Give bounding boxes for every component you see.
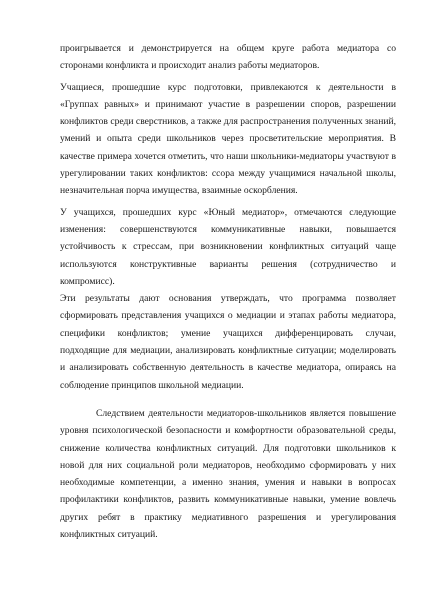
paragraph-4: Эти результаты дают основания утверждать, что программа позволяет сформировать представления учащихся о медиации и этапах работы медиатора, специфики конфликтов; умение учащихся дифференцировать случаи, подходящие для медиации, анализировать конфликтные ситуации; моделировать и анализировать собственную деятельность в качестве медиатора, опираясь на соблюдение принципов школьной медиации. bbox=[60, 293, 396, 391]
document-body bbox=[60, 40, 396, 543]
paragraph-5: Следствием деятельности медиаторов-школьников является повышение уровня психологической безопасности и комфортности образовательной среды, снижение количества конфликтных ситуаций. Для подготовки школьников к новой для них социальной роли медиаторов, необходимо сформировать у них необходимые компетенции, а именно знания, умения и навыки в вопросах профилактики конфликтов, развить коммуникативные навыки, умение вовлечь других ребят в практику медиативного разрешения и урегулирования конфликтных ситуаций. bbox=[60, 407, 396, 541]
paragraph-3: У учащихся, прошедших курс «Юный медиатор», отмечаются следующие изменения: совершенствуются коммуникативные навыки, повышается устойчивость к стрессам, при возникновении конфликтных ситуаций чаще используются конструктивные варианты решения (сотрудничество и компромисс). bbox=[60, 206, 396, 287]
paragraph-2: Учащиеся, прошедшие курс подготовки, привлекаются к деятельности в «Группах равных» и принимают участие в разрешении споров, разрешении конфликтов среди сверстников, а также для распространения полученных знаний, умений и опыта среди школьников через просветительские мероприятия. В качестве примера хочется отметить, что наши школьники-медиаторы участвуют в урегулировании таких конфликтов: ссора между учащимися начальной школы, незначительная порча имущества, взаимные оскорбления. bbox=[60, 81, 396, 197]
paragraph-1: проигрывается и демонстрируется на общем круге работа медиатора со сторонами конфликта и происходит анализ работы медиаторов. bbox=[60, 43, 396, 72]
